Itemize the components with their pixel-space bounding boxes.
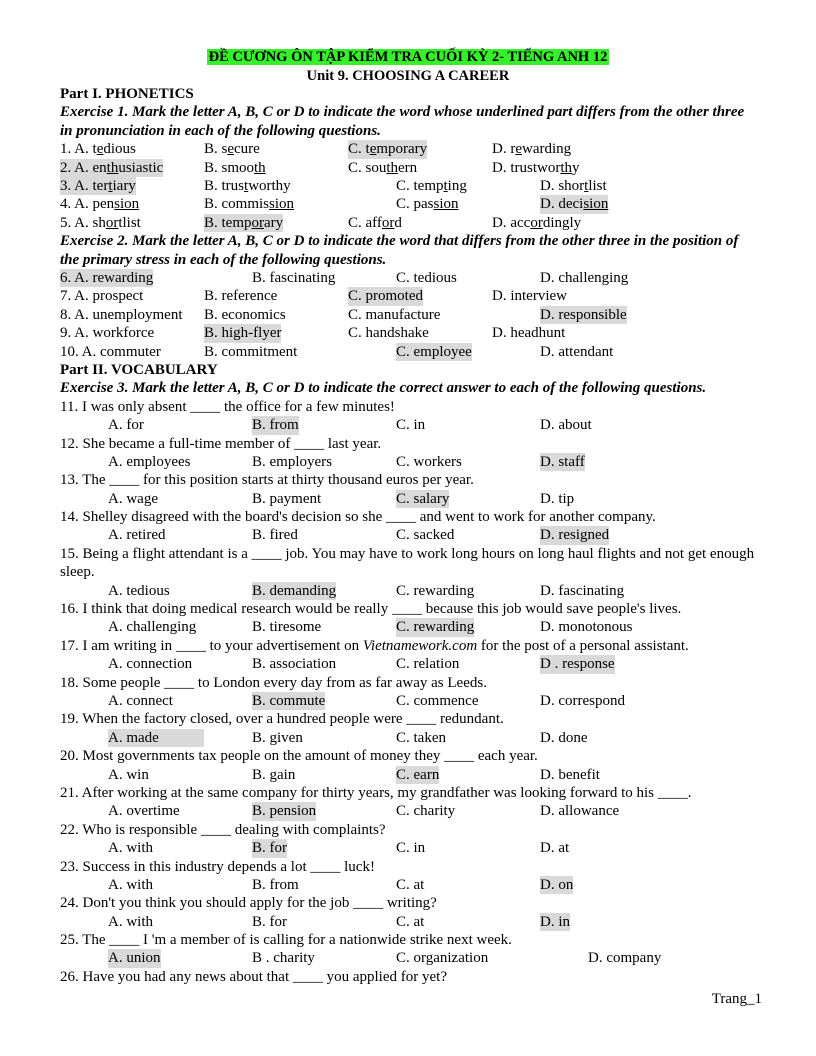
answer-option: A. connection — [108, 656, 193, 673]
answer-option: B. for — [252, 913, 287, 930]
answer-option: A. with — [108, 876, 153, 893]
answer-option: 4. A. pension — [60, 196, 140, 213]
question-stem: 13. The ____ for this position starts at thirty thousand euros per year. — [60, 472, 474, 489]
answer-option: B. from — [252, 876, 299, 893]
answer-options-row — [60, 876, 760, 894]
answer-option: C. manufacture — [348, 306, 441, 323]
underlined-part: or — [251, 214, 264, 231]
exam-title-line — [0, 48, 816, 66]
question-stem: 12. She became a full-time member of ____ last year. — [60, 435, 382, 452]
answer-option: C. handshake — [348, 325, 429, 342]
question-stem — [60, 637, 760, 655]
answer-options-row — [60, 416, 760, 434]
answer-option: B. fascinating — [252, 269, 336, 286]
document-body — [60, 85, 760, 986]
answer-option: D. tip — [540, 490, 575, 507]
answer-options-row — [60, 692, 760, 710]
answer-option: B. gain — [252, 766, 296, 783]
answer-option: C. at — [396, 876, 425, 893]
answer-option: B. fired — [252, 527, 298, 544]
underlined-part: sion — [114, 196, 140, 213]
part-heading: Part I. PHONETICS — [60, 86, 194, 102]
answer-option: C. charity — [396, 803, 456, 820]
answer-option: D. at — [540, 840, 570, 857]
answer-options-row — [60, 582, 760, 600]
answer-option: A. wage — [108, 490, 158, 507]
underlined-part: e — [369, 141, 377, 158]
answer-options-row — [60, 802, 760, 820]
answer-option: B. employers — [252, 453, 332, 470]
underlined-part: th — [254, 159, 266, 176]
answer-option: B. association — [252, 656, 337, 673]
answer-options-row — [60, 949, 760, 967]
answer-option: C. tempting — [396, 177, 467, 194]
question-stem: 15. Being a flight attendant is a ____ job. You may have to work long hours on long haul flights and not get enough sleep. — [60, 545, 755, 581]
question-stem: 14. Shelley disagreed with the board's decision so she ____ and went to work for another company. — [60, 509, 656, 526]
answer-option: A. union — [108, 950, 161, 967]
answer-options-row — [60, 839, 760, 857]
answer-option: 7. A. prospect — [60, 288, 144, 305]
answer-options-row — [60, 618, 760, 636]
exam-title: ĐỀ CƯƠNG ÔN TẬP KIỂM TRA CUỐI KỲ 2- TIẾNG ANH 12 — [208, 49, 608, 65]
answer-option: D. on — [540, 876, 574, 893]
answer-options-row — [60, 526, 760, 544]
answer-option: D. shortlist — [540, 177, 607, 194]
underlined-part: or — [530, 214, 543, 231]
answer-option: D. headhunt — [492, 325, 566, 342]
answer-option: A. with — [108, 913, 153, 930]
answer-option: D . response — [540, 656, 615, 673]
underlined-part: sion — [269, 196, 295, 213]
answer-option: 5. A. shortlist — [60, 214, 141, 231]
underlined-part: t — [244, 177, 249, 194]
underlined-part: sion — [583, 196, 609, 213]
answer-options-row — [60, 490, 760, 508]
page-number: Trang_1 — [711, 991, 762, 1007]
answer-option: C. earn — [396, 766, 440, 783]
answer-option: 9. A. workforce — [60, 325, 155, 342]
underlined-part: th — [106, 159, 119, 176]
phonetics-row — [60, 306, 760, 324]
answer-option: D. benefit — [540, 766, 600, 783]
underlined-part: t — [443, 177, 448, 194]
answer-option: B. commission — [204, 196, 295, 213]
answer-option: B. for — [252, 840, 287, 857]
answer-option: A. connect — [108, 693, 173, 709]
answer-option: C. passion — [396, 196, 459, 213]
answer-options-row — [60, 453, 760, 471]
phonetics-row — [60, 214, 760, 232]
answer-option: B. trustworthy — [204, 177, 291, 194]
answer-option: D. about — [540, 417, 592, 434]
underlined-part: th — [560, 159, 572, 176]
answer-option: C. afford — [348, 214, 402, 231]
answer-option: B. tiresome — [252, 619, 322, 636]
answer-option: C. promoted — [348, 288, 423, 305]
answer-option: C. in — [396, 417, 426, 434]
answer-option: D. interview — [492, 288, 567, 305]
answer-option: A. retired — [108, 527, 166, 544]
answer-option: D. responsible — [540, 306, 627, 323]
answer-option: C. taken — [396, 729, 446, 746]
answer-option: C. commence — [396, 693, 479, 709]
question-stem: 25. The ____ I 'm a member of is calling for a nationwide strike next week. — [60, 932, 512, 949]
answer-option: D. decision — [540, 196, 609, 213]
answer-option: B . charity — [252, 950, 315, 967]
question-stem: 16. I think that doing medical research would be really ____ because this job would save people's lives. — [60, 601, 682, 618]
underlined-part: t — [108, 177, 113, 194]
answer-option: B. high-flyer — [204, 325, 282, 342]
phonetics-row — [60, 195, 760, 213]
phonetics-row — [60, 324, 760, 342]
answer-option: A. made — [108, 729, 204, 747]
answer-options-row — [60, 655, 760, 673]
answer-option: B. smooth — [204, 159, 266, 176]
unit-title: Unit 9. CHOOSING A CAREER — [306, 68, 510, 84]
answer-option: D. staff — [540, 453, 585, 470]
answer-option: B. temporary — [204, 214, 284, 231]
answer-option: C. rewarding — [396, 619, 475, 636]
answer-option: C. workers — [396, 453, 462, 470]
answer-option: D. attendant — [540, 343, 614, 360]
phonetics-row — [60, 159, 760, 177]
answer-option: 1. A. tedious — [60, 141, 136, 158]
answer-option: 2. A. enthusiastic — [60, 159, 164, 176]
answer-option: C. salary — [396, 490, 450, 507]
question-stem: 19. When the factory closed, over a hundred people were ____ redundant. — [60, 711, 504, 728]
answer-option: C. at — [396, 913, 425, 930]
question-stem: 11. I was only absent ____ the office for a few minutes! — [60, 398, 395, 415]
underlined-part: or — [381, 214, 395, 231]
answer-option: B. commute — [252, 693, 326, 709]
underlined-part: e — [515, 141, 522, 158]
answer-option: 10. A. commuter — [60, 343, 161, 360]
answer-option: D. correspond — [540, 693, 625, 709]
answer-option: 8. A. unemployment — [60, 306, 183, 323]
exercise-instruction: Exercise 2. Mark the letter A, B, C or D to indicate the word that differs from the other three in the position of the primary stress in each of the following questions. — [60, 233, 739, 268]
question-stem: 20. Most governments tax people on the amount of money they ____ each year. — [60, 748, 538, 765]
underlined-part: or — [105, 214, 119, 231]
answer-option: A. with — [108, 840, 153, 857]
answer-option: A. win — [108, 766, 149, 783]
answer-options-row — [60, 766, 760, 784]
answer-option: D. trustworthy — [492, 159, 580, 176]
answer-option: B. economics — [204, 306, 286, 323]
stem-text: 17. I am writing in ____ to your advertisement on — [60, 637, 363, 654]
answer-option: B. commitment — [204, 343, 298, 360]
answer-option: C. employee — [396, 343, 472, 360]
stem-text: for the post of a personal assistant. — [477, 637, 689, 654]
question-stem: 18. Some people ____ to London every day from as far away as Leeds. — [60, 674, 487, 691]
phonetics-row — [60, 269, 760, 287]
answer-option: C. temporary — [348, 141, 428, 158]
answer-option: A. tedious — [108, 582, 170, 599]
answer-option: A. overtime — [108, 803, 180, 820]
answer-option: 3. A. tertiary — [60, 177, 136, 194]
answer-option: D. company — [588, 950, 662, 967]
answer-option: C. in — [396, 840, 426, 857]
phonetics-row — [60, 177, 760, 195]
question-stem: 22. Who is responsible ____ dealing with complaints? — [60, 821, 386, 838]
question-stem: 24. Don't you think you should apply for the job ____ writing? — [60, 895, 437, 912]
answer-option: D. fascinating — [540, 582, 625, 599]
answer-option: D. in — [540, 913, 570, 930]
answer-option: C. sacked — [396, 527, 455, 544]
question-stem: 21. After working at the same company for thirty years, my grandfather was looking forward to his ____. — [60, 784, 692, 801]
question-stem: 23. Success in this industry depends a lot ____ luck! — [60, 858, 375, 875]
answer-option: B. demanding — [252, 582, 337, 599]
answer-option: A. challenging — [108, 619, 197, 636]
answer-option: D. allowance — [540, 803, 620, 820]
answer-option: B. payment — [252, 490, 322, 507]
phonetics-row — [60, 140, 760, 158]
answer-option: D. rewarding — [492, 141, 572, 158]
answer-option: C. southern — [348, 159, 418, 176]
answer-option: A. employees — [108, 453, 191, 470]
phonetics-row — [60, 343, 760, 361]
part-heading: Part II. VOCABULARY — [60, 361, 218, 378]
answer-option: D. accordingly — [492, 214, 582, 231]
answer-option: D. challenging — [540, 269, 629, 286]
answer-option: B. reference — [204, 288, 278, 305]
answer-option: B. from — [252, 417, 299, 434]
answer-option: C. tedious — [396, 269, 457, 286]
underlined-part: t — [584, 177, 589, 194]
underlined-part: th — [386, 159, 399, 176]
answer-options-row — [60, 913, 760, 931]
answer-option: B. given — [252, 729, 303, 746]
answer-option: D. monotonous — [540, 619, 633, 636]
question-stem: 26. Have you had any news about that ____ you applied for yet? — [60, 968, 447, 985]
underlined-part: e — [96, 141, 104, 158]
answer-option: C. rewarding — [396, 582, 475, 599]
underlined-part: e — [227, 141, 235, 158]
answer-option: C. relation — [396, 656, 460, 673]
exercise-instruction: Exercise 3. Mark the letter A, B, C or D to indicate the correct answer to each of the following questions. — [60, 380, 707, 397]
answer-option: C. organization — [396, 950, 489, 967]
phonetics-row — [60, 287, 760, 305]
underlined-part: sion — [433, 196, 459, 213]
answer-option: 6. A. rewarding — [60, 269, 154, 286]
answer-option: A. for — [108, 417, 144, 434]
answer-option: B. pension — [252, 803, 317, 820]
exercise-instruction: Exercise 1. Mark the letter A, B, C or D to indicate the word whose underlined part differs from the other three in pronunciation in each of the following questions. — [60, 104, 745, 139]
answer-options-row — [60, 729, 760, 747]
answer-option: B. secure — [204, 141, 260, 158]
stem-website: Vietnamework.com — [362, 637, 478, 654]
answer-option: D. resigned — [540, 527, 610, 544]
answer-option: D. done — [540, 729, 588, 746]
